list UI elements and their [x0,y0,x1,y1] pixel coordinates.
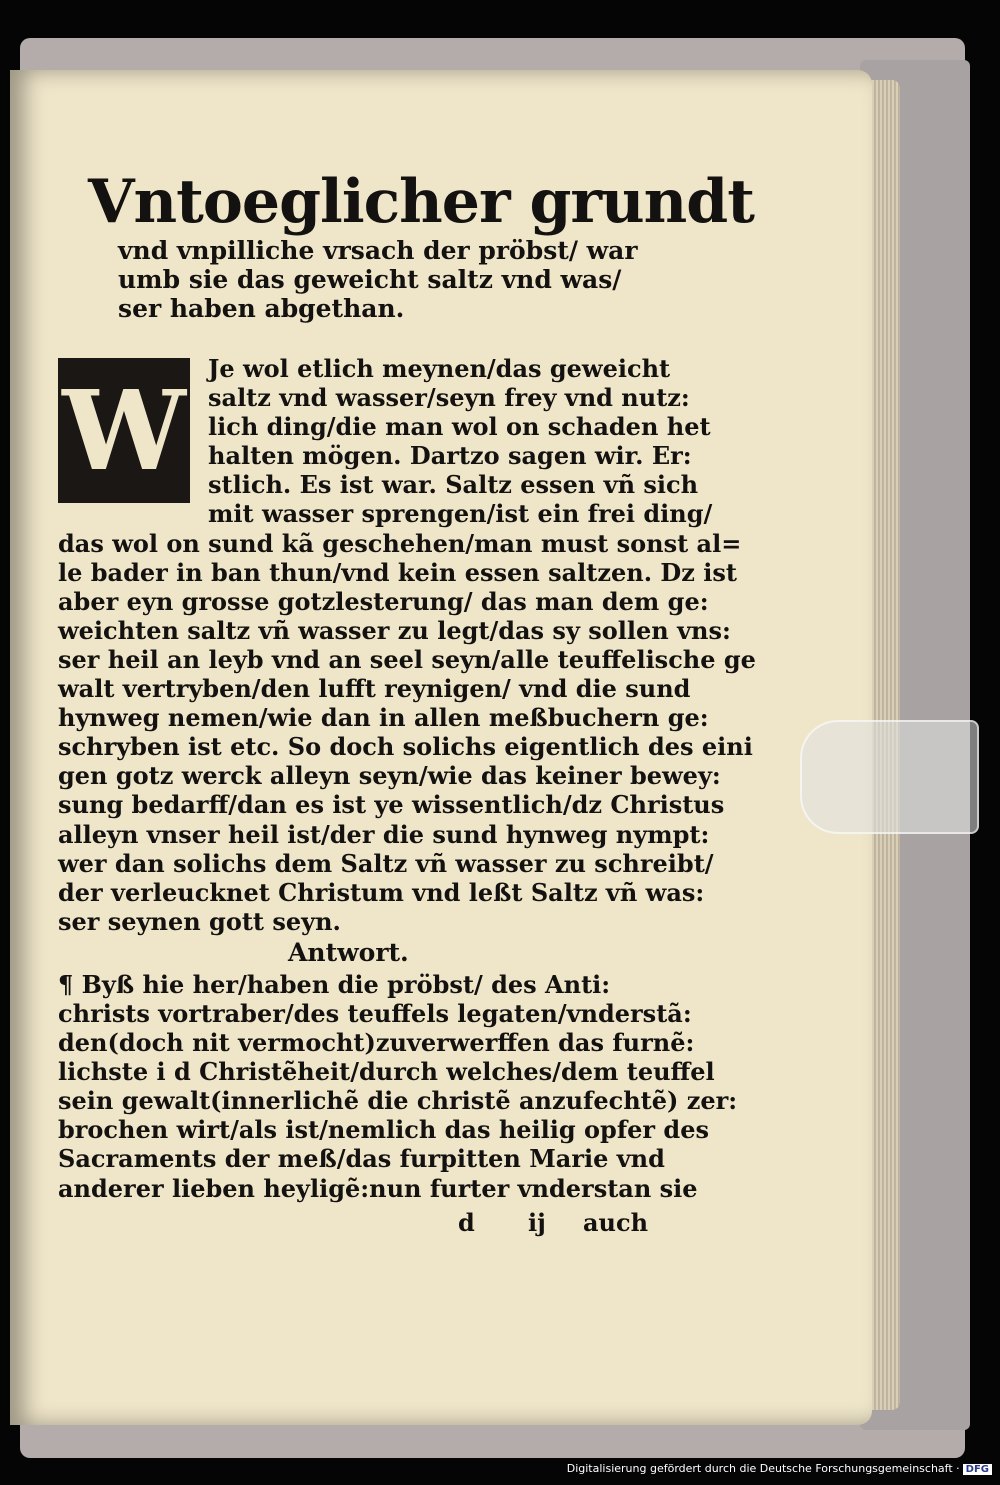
subheading-line: ser haben abgethan. [118,294,405,323]
page-text-block [58,167,756,1237]
body-line: hynweg nemen/wie dan in allen meßbuchern ge: [58,703,709,733]
subheading-line: umb sie das geweicht saltz vnd was/ [118,265,622,294]
body-line: mit wasser sprengen/ist ein frei ding/ [208,499,713,529]
footer-credit [567,1462,992,1475]
signature-mark: d [458,1207,475,1237]
answer-line: brochen wirt/als ist/nemlich das heilig opfer des [58,1115,709,1145]
initial-letter: W [62,365,186,495]
body-line: weichten saltz vñ wasser zu legt/das sy sollen vns: [58,615,731,645]
answer-line: ¶ Byß hie her/haben die pröbst/ des Anti: [58,969,611,999]
plastic-clip [800,720,979,834]
body-line: le bader in ban thun/vnd kein essen saltzen. Dz ist [58,557,737,587]
body-line: wer dan solichs dem Saltz vñ wasser zu schreibt/ [58,848,714,878]
body-line: saltz vnd wasser/seyn frey vnd nutz: [208,383,690,413]
body-line: alleyn vnser heil ist/der die sund hynweg nympt: [58,819,710,849]
body-line: gen gotz werck alleyn seyn/wie das keiner bewey: [58,761,721,791]
answer-heading: Antwort. [288,937,409,967]
footer-text: Digitalisierung gefördert durch die Deutsche Forschungsgemeinschaft · [566,1462,960,1475]
answer-line: den(doch nit vermocht)zuverwerffen das furnẽ: [58,1028,695,1058]
body-line: stlich. Es ist war. Saltz essen vñ sich [208,470,699,500]
answer-line: Sacraments der meß/das furpitten Marie vnd [58,1144,665,1174]
page-heading: Vntoeglicher grundt [88,167,754,237]
signature-number: ij [528,1207,546,1237]
body-line: aber eyn grosse gotzlesterung/ das man dem ge: [58,586,709,616]
answer-line: lichste i d Christẽheit/durch welches/dem teuffel [58,1057,715,1087]
body-line: Je wol etlich meynen/das geweicht [208,354,671,383]
body-line: schryben ist etc. So doch solichs eigentlich des eini [58,732,753,762]
decorated-initial [58,358,190,503]
body-line: walt vertryben/den lufft reynigen/ vnd die sund [58,674,691,704]
body-line: der verleucknet Christum vnd leßt Saltz vñ was: [58,877,705,907]
body-line: lich ding/die man wol on schaden het [208,412,711,442]
answer-line: anderer lieben heyligẽ:nun furter vnderstan sie [58,1173,698,1203]
answer-line: christs vortraber/des teuffels legaten/vnderstã: [58,998,692,1028]
body-line: ser seynen gott seyn. [58,906,341,936]
body-line: das wol on sund kã geschehen/man must sonst al= [58,528,742,558]
catchword: auch [583,1207,649,1237]
answer-line: sein gewalt(innerlichẽ die christẽ anzufechtẽ) zer: [58,1086,738,1116]
body-line: sung bedarff/dan es ist ye wissentlich/dz Christus [58,790,725,820]
dfg-logo: DFG [963,1464,992,1475]
body-line: halten mögen. Dartzo sagen wir. Er: [208,441,692,471]
body-line: ser heil an leyb vnd an seel seyn/alle teuffelische ge [58,644,756,674]
catchline [58,1203,658,1243]
subheading-line: vnd vnpilliche vrsach der pröbst/ war [118,236,638,265]
